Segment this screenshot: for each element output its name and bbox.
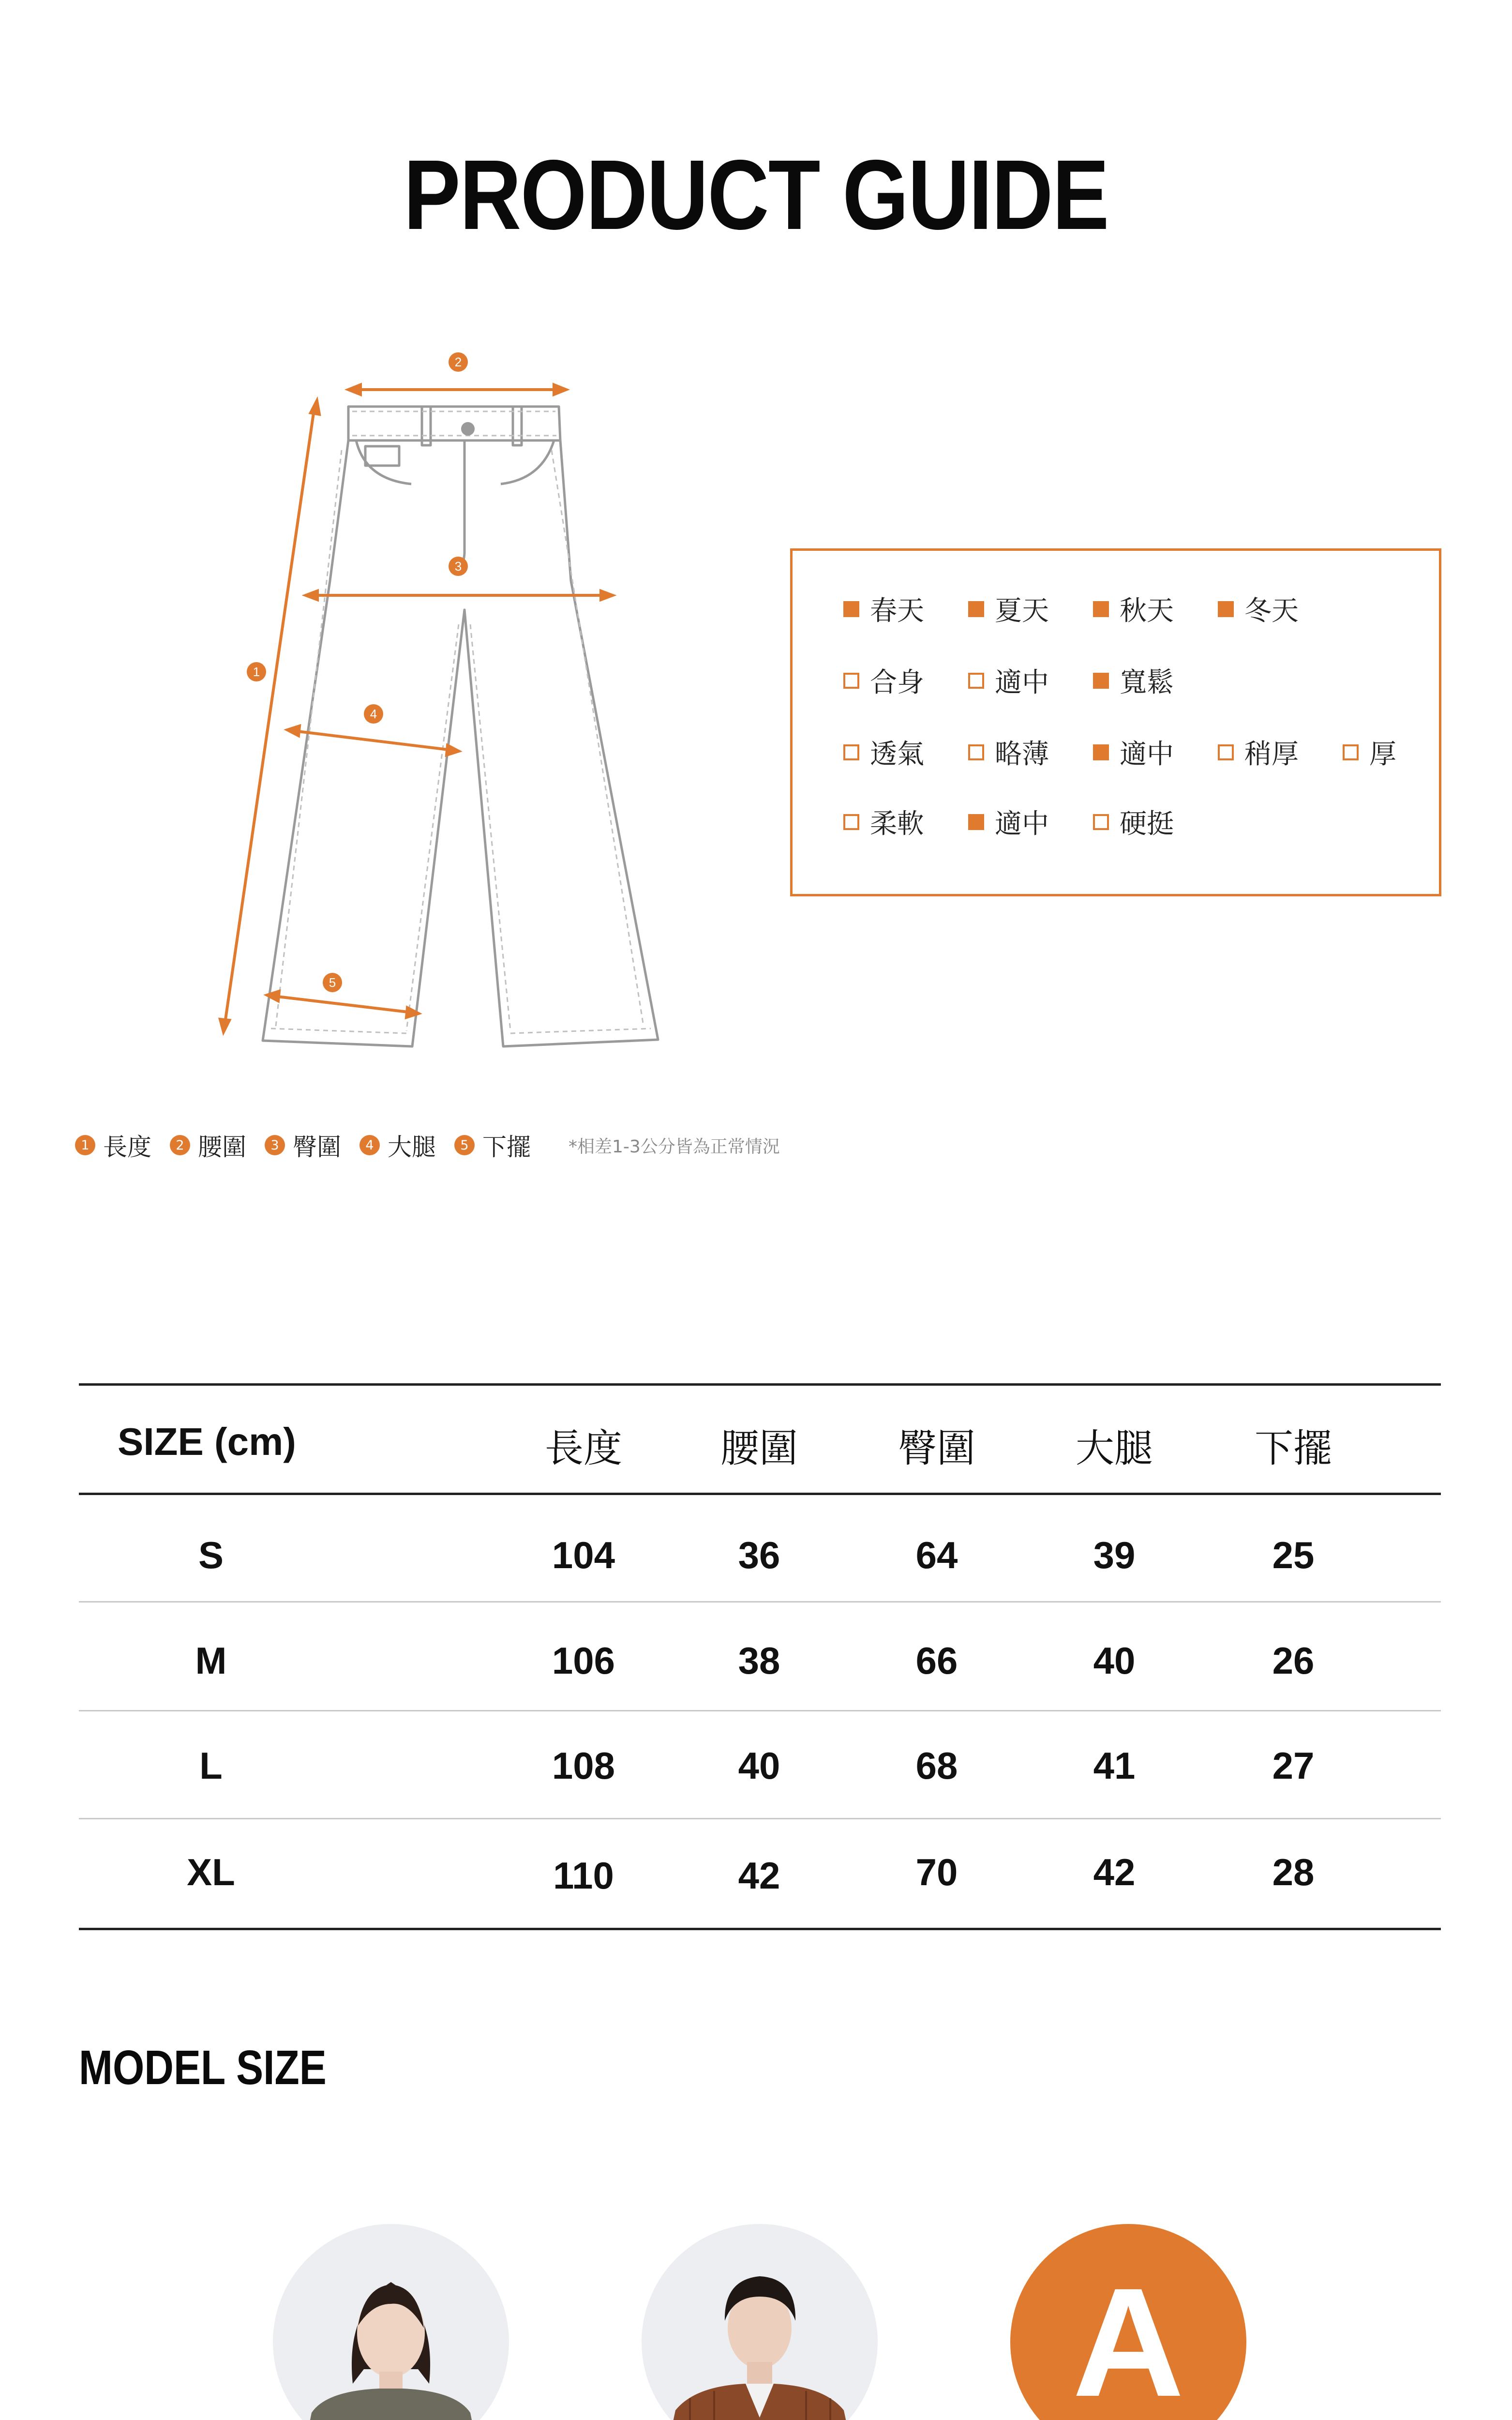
attr-item — [843, 661, 968, 700]
checkbox-icon — [968, 673, 984, 689]
table-cell: 38 — [738, 1639, 780, 1682]
table-cell: 41 — [1093, 1744, 1136, 1787]
table-cell: 42 — [1093, 1851, 1136, 1893]
attr-item — [1093, 590, 1218, 628]
legend-item — [75, 1128, 151, 1163]
checkbox-icon — [843, 814, 859, 830]
attr-item — [1093, 661, 1218, 700]
checkbox-icon — [1343, 744, 1359, 760]
legend-label: 臀圍 — [293, 1133, 341, 1161]
attr-label: 略薄 — [995, 739, 1049, 770]
measurement-legend — [75, 1128, 780, 1163]
attr-item — [1093, 733, 1218, 771]
attr-item — [968, 802, 1093, 841]
checkbox-icon — [1218, 601, 1234, 617]
marker-label-5: 5 — [329, 975, 336, 990]
avatar — [273, 2224, 509, 2420]
model-card-lucy — [207, 2224, 575, 2420]
checkbox-icon — [843, 744, 859, 760]
row-divider — [79, 1601, 1441, 1603]
attr-label: 夏天 — [995, 595, 1049, 627]
table-cell: 110 — [553, 1854, 614, 1897]
col-header: 腰圍 — [720, 1426, 798, 1471]
checkbox-icon — [968, 601, 984, 617]
attr-label: 透氣 — [870, 739, 924, 770]
size-cell: L — [199, 1744, 223, 1787]
attr-item — [843, 733, 968, 771]
attr-label: 柔軟 — [870, 808, 924, 840]
attr-item — [968, 733, 1093, 771]
table-cell: 68 — [915, 1744, 958, 1787]
attr-label: 適中 — [995, 667, 1049, 698]
attr-item — [843, 802, 968, 841]
attr-item — [968, 661, 1093, 700]
table-rule-header — [79, 1493, 1441, 1495]
table-cell: 42 — [738, 1854, 780, 1897]
model-card-owen — [576, 2224, 943, 2420]
size-cell: S — [198, 1534, 224, 1576]
table-cell: 28 — [1272, 1851, 1315, 1893]
table-cell: 70 — [915, 1851, 958, 1893]
table-cell: 26 — [1272, 1639, 1315, 1682]
checkbox-icon — [1093, 673, 1109, 689]
col-header: 臀圍 — [898, 1426, 975, 1471]
table-cell: 106 — [552, 1639, 615, 1682]
table-cell: 36 — [738, 1534, 780, 1576]
size-cell: XL — [187, 1851, 235, 1893]
legend-label: 長度 — [103, 1133, 151, 1161]
legend-number: 5 — [454, 1135, 475, 1155]
attr-label: 合身 — [870, 667, 924, 698]
table-rule-bottom — [79, 1928, 1441, 1930]
col-header: 下擺 — [1255, 1426, 1332, 1471]
attr-label: 硬挺 — [1120, 808, 1174, 840]
marker-label-2: 2 — [454, 355, 462, 369]
fit-row — [843, 661, 1218, 700]
marker-label-1: 1 — [253, 665, 260, 679]
table-cell: 64 — [915, 1534, 958, 1576]
table-cell: 66 — [915, 1639, 958, 1682]
legend-label: 下擺 — [482, 1133, 531, 1161]
table-cell: 104 — [552, 1534, 615, 1576]
attr-item — [1218, 590, 1343, 628]
attr-label: 適中 — [1120, 739, 1174, 770]
checkbox-icon — [968, 744, 984, 760]
attr-item — [1093, 802, 1218, 841]
table-cell: 27 — [1272, 1744, 1315, 1787]
legend-number: 4 — [359, 1135, 380, 1155]
attr-label: 春天 — [870, 595, 924, 627]
marker-label-3: 3 — [454, 559, 462, 574]
legend-item — [359, 1128, 436, 1163]
table-cell: 40 — [738, 1744, 780, 1787]
legend-item — [454, 1128, 531, 1163]
softness-row — [843, 802, 1218, 841]
col-header: 大腿 — [1076, 1426, 1153, 1471]
attr-label: 冬天 — [1244, 595, 1299, 627]
checkbox-icon — [1093, 814, 1109, 830]
table-cell: 40 — [1093, 1639, 1136, 1682]
legend-number: 2 — [170, 1135, 190, 1155]
attr-label: 稍厚 — [1244, 739, 1299, 770]
legend-number: 1 — [75, 1135, 95, 1155]
checkbox-icon — [1218, 744, 1234, 760]
checkbox-icon — [843, 673, 859, 689]
table-cell: 25 — [1272, 1534, 1315, 1576]
attr-item — [968, 590, 1093, 628]
person-man-icon — [642, 2224, 878, 2420]
checkbox-icon — [843, 601, 859, 617]
legend-label: 腰圍 — [198, 1133, 246, 1161]
model-size-title: MODEL SIZE — [79, 2041, 327, 2095]
model-card-a — [944, 2224, 1312, 2420]
table-cell: 39 — [1093, 1534, 1136, 1576]
legend-item — [265, 1128, 341, 1163]
attr-label: 適中 — [995, 808, 1049, 840]
checkbox-icon — [968, 814, 984, 830]
checkbox-icon — [1093, 744, 1109, 760]
attr-item — [1218, 733, 1343, 771]
avatar-letter-text: A — [1072, 2255, 1184, 2420]
row-divider — [79, 1818, 1441, 1819]
page-title: PRODUCT GUIDE — [404, 139, 1108, 250]
person-woman-icon — [273, 2224, 509, 2420]
attr-label: 寬鬆 — [1120, 667, 1174, 698]
table-header-size: SIZE (cm) — [118, 1420, 296, 1463]
fabric-attributes-box — [790, 548, 1441, 896]
col-header: 長度 — [545, 1426, 622, 1471]
pants-diagram — [203, 339, 687, 1065]
row-divider — [79, 1710, 1441, 1711]
season-row — [843, 590, 1343, 628]
legend-label: 大腿 — [388, 1133, 436, 1161]
thickness-row — [843, 733, 1415, 771]
table-rule-top — [79, 1383, 1441, 1386]
attr-item — [1343, 733, 1415, 771]
attr-item — [843, 590, 968, 628]
legend-item — [170, 1128, 246, 1163]
checkbox-icon — [1093, 601, 1109, 617]
legend-number: 3 — [265, 1135, 285, 1155]
attr-label: 厚 — [1369, 739, 1396, 770]
size-cell: M — [195, 1639, 227, 1682]
avatar-letter — [1010, 2224, 1246, 2420]
tolerance-note: *相差1-3公分皆為正常情況 — [569, 1136, 780, 1157]
attr-label: 秋天 — [1120, 595, 1174, 627]
marker-label-4: 4 — [370, 707, 377, 721]
table-cell: 108 — [552, 1744, 615, 1787]
avatar — [642, 2224, 878, 2420]
